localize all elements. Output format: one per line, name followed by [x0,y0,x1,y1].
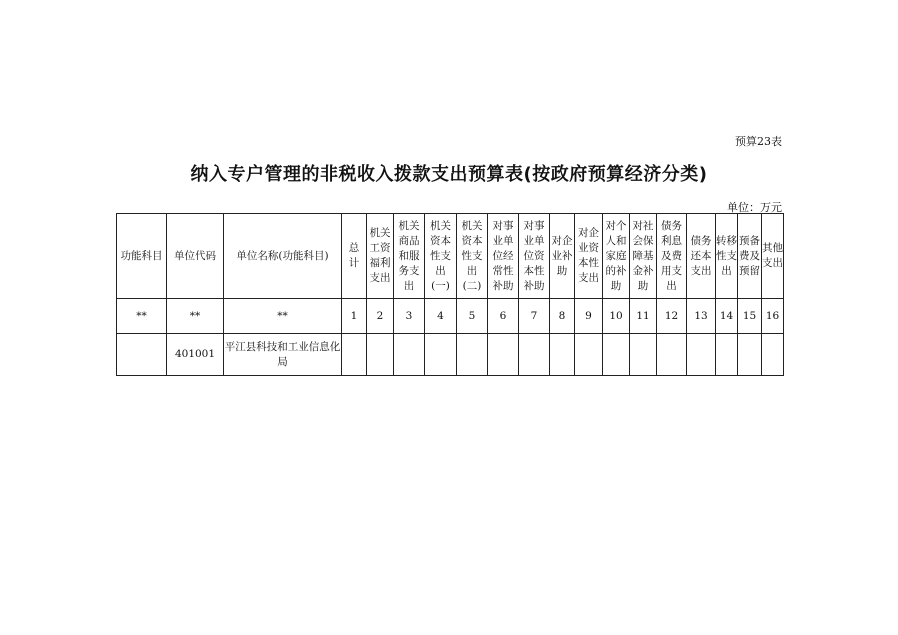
row-unit-name: 平江县科技和工业信息化局 [224,334,342,376]
header-col-13: 债务 还本 支出 [687,214,716,299]
header-row [117,214,784,299]
header-col-2: 机关 工资 福利 支出 [367,214,394,299]
row-value [687,334,716,376]
index-row [117,299,784,334]
row-value [716,334,738,376]
row-value [657,334,687,376]
header-unit-name: 单位名称(功能科目) [224,214,342,299]
index-num: 13 [687,299,716,334]
row-value [367,334,394,376]
row-value [603,334,630,376]
unit-label: 单位：万元 [727,201,782,214]
header-col-7: 对事 业单 位资 本性 补助 [519,214,550,299]
row-value [762,334,784,376]
index-func-subject: ** [117,299,167,334]
header-col-14: 转移 性支 出 [716,214,738,299]
index-num: 10 [603,299,630,334]
page-title: 纳入专户管理的非税收入拨款支出预算表(按政府预算经济分类) [190,164,708,185]
index-num: 7 [519,299,550,334]
index-num: 9 [575,299,603,334]
header-col-10: 对个 人和 家庭 的补 助 [603,214,630,299]
header-col-11: 对社 会保 障基 金补 助 [630,214,657,299]
index-num: 11 [630,299,657,334]
index-num: 1 [342,299,367,334]
index-num: 16 [762,299,784,334]
index-unit-code: ** [167,299,224,334]
header-col-6: 对事 业单 位经 常性 补助 [488,214,519,299]
row-func-subject [117,334,167,376]
row-unit-code: 401001 [167,334,224,376]
row-value [630,334,657,376]
header-col-12: 债务 利息 及费 用支 出 [657,214,687,299]
row-value [488,334,519,376]
row-value [342,334,367,376]
header-col-total: 总 计 [342,214,367,299]
header-col-16: 其他 支出 [762,214,784,299]
table-row [117,334,784,376]
index-num: 3 [394,299,425,334]
index-num: 2 [367,299,394,334]
row-value [575,334,603,376]
row-value [425,334,457,376]
row-value [519,334,550,376]
index-num: 15 [738,299,762,334]
index-num: 12 [657,299,687,334]
header-col-15: 预备 费及 预留 [738,214,762,299]
header-unit-code: 单位代码 [167,214,224,299]
header-col-3: 机关 商品 和服 务支 出 [394,214,425,299]
row-value [457,334,488,376]
header-col-5: 机关 资本 性支 出 (二) [457,214,488,299]
form-number: 预算23表 [735,135,782,148]
header-col-4: 机关 资本 性支 出 (一) [425,214,457,299]
index-num: 5 [457,299,488,334]
index-num: 8 [550,299,575,334]
row-value [738,334,762,376]
header-func-subject: 功能科目 [117,214,167,299]
header-col-8: 对企 业补 助 [550,214,575,299]
index-num: 6 [488,299,519,334]
index-unit-name: ** [224,299,342,334]
budget-table [116,213,784,376]
index-num: 14 [716,299,738,334]
index-num: 4 [425,299,457,334]
row-value [394,334,425,376]
header-col-9: 对企 业资 本性 支出 [575,214,603,299]
row-value [550,334,575,376]
